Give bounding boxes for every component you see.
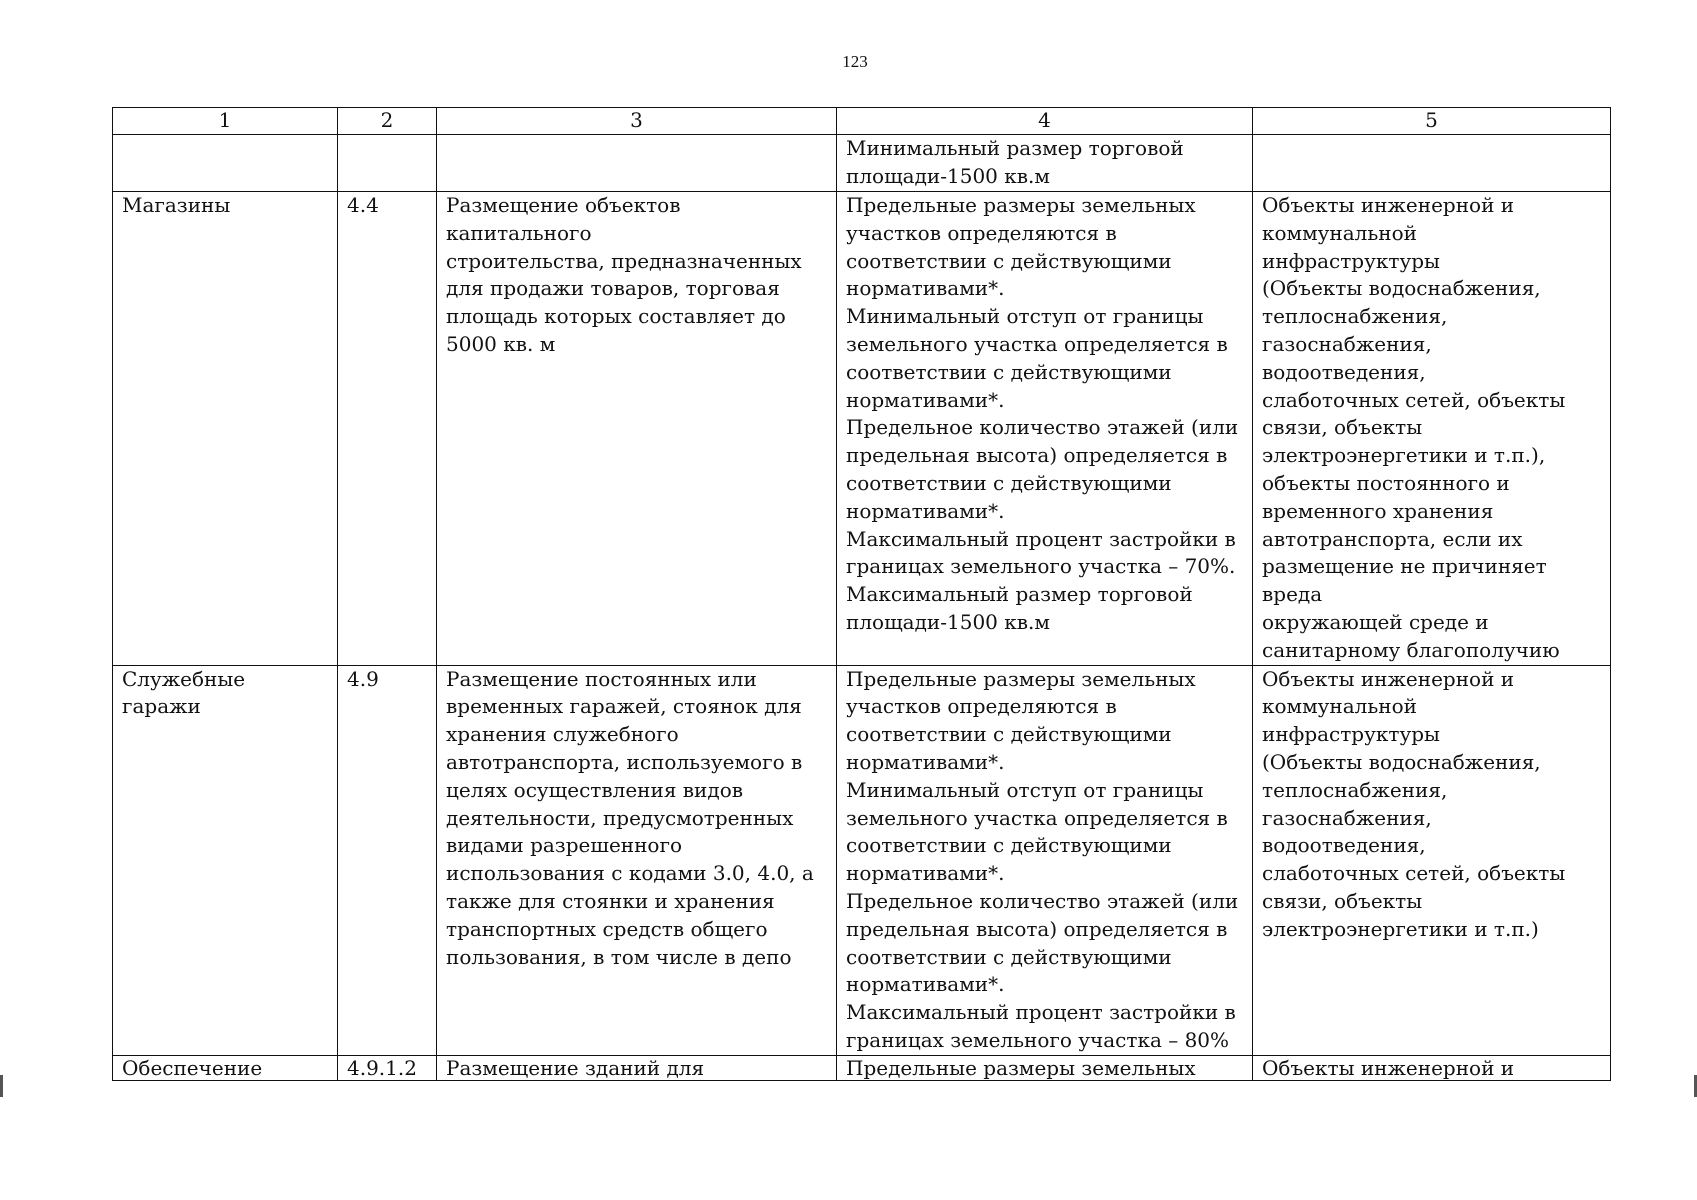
description-cell <box>437 1055 837 1080</box>
parameters-cell <box>837 192 1253 666</box>
use-type-cell <box>113 1055 338 1080</box>
table-row <box>113 665 1611 1055</box>
code-text: 4.4 <box>347 193 379 217</box>
auxiliary-uses-text: Объекты инженерной и <box>1262 1055 1515 1080</box>
parameters-text: Предельные размеры земельных участков определяются в соответствии с действующими нормативами*. Минимальный отступ от границы земельного участка определяется в соответствии с действующими нормативами*. Предельное количество этажей (или предельная высота) определяется в соответствии с действующими нормативами*. Максимальный процент застройки в границах земельного участка – 80% <box>846 666 1239 1052</box>
use-type-cell <box>113 665 338 1055</box>
use-type-text: Обеспечение <box>122 1055 263 1080</box>
auxiliary-uses-text: Объекты инженерной и коммунальной инфраструктуры (Объекты водоснабжения, теплоснабжения, газоснабжения, водоотведения, слаботочных сетей, объекты связи, объекты электроэнергетики и т.п.), объекты постоянного и временного хранения автотранспорта, если их размещение не причиняет вреда окружающей среде и санитарному благополучию <box>1262 193 1566 662</box>
land-use-table <box>112 107 1611 1081</box>
code-text: 4.9.1.2 <box>347 1055 417 1080</box>
description-cell <box>437 192 837 666</box>
use-type-text: Магазины <box>122 193 231 217</box>
auxiliary-uses-cell <box>1253 192 1611 666</box>
use-type-cell <box>113 192 338 666</box>
code-cell <box>338 192 437 666</box>
parameters-text: Предельные размеры земельных участков определяются в соответствии с действующими нормативами*. Минимальный отступ от границы земельного участка определяется в соответствии с действующими нормативами*. Предельное количество этажей (или предельная высота) определяется в соответствии с действующими нормативами*. Максимальный процент застройки в границах земельного участка – 70%. Максимальный размер торговой площади-1500 кв.м <box>846 193 1239 634</box>
parameters-cell <box>837 1055 1253 1080</box>
parameters-cell <box>837 665 1253 1055</box>
use-type-text: Служебные гаражи <box>122 666 246 719</box>
auxiliary-uses-text: Объекты инженерной и коммунальной инфраструктуры (Объекты водоснабжения, теплоснабжения, газоснабжения, водоотведения, слаботочных сетей, объекты связи, объекты электроэнергетики и т.п.) <box>1262 666 1566 941</box>
auxiliary-uses-cell <box>1253 665 1611 1055</box>
column-header-1: 1 <box>113 108 338 135</box>
description-cell <box>437 665 837 1055</box>
code-text: 4.9 <box>347 666 379 691</box>
parameters-text: Минимальный размер торговой площади-1500 кв.м <box>846 136 1184 188</box>
column-header-2: 2 <box>338 108 437 135</box>
page-number: 123 <box>842 52 868 71</box>
column-header-4: 4 <box>837 108 1253 135</box>
table-row <box>113 135 1611 192</box>
parameters-cell <box>837 135 1253 192</box>
auxiliary-uses-cell <box>1253 135 1611 192</box>
description-text: Размещение постоянных или временных гаражей, стоянок для хранения служебного автотранспорта, используемого в целях осуществления видов деятельности, предусмотренных видами разрешенного использования с кодами 3.0, 4.0, а также для стоянки и хранения транспортных средств общего пользования, в том числе в депо <box>446 666 814 969</box>
auxiliary-uses-cell <box>1253 1055 1611 1080</box>
description-text: Размещение объектов капитального строительства, предназначенных для продажи товаров, торговая площадь которых составляет до 5000 кв. м <box>446 193 802 356</box>
code-cell <box>338 1055 437 1080</box>
table-header-row <box>113 108 1611 135</box>
description-text: Размещение зданий для <box>446 1055 705 1080</box>
use-type-cell <box>113 135 338 192</box>
parameters-text: Предельные размеры земельных <box>846 1055 1196 1080</box>
table-row <box>113 1055 1611 1080</box>
code-cell <box>338 135 437 192</box>
column-header-3: 3 <box>437 108 837 135</box>
scan-edge-mark-left <box>0 1075 3 1097</box>
description-cell <box>437 135 837 192</box>
table-row <box>113 192 1611 666</box>
code-cell <box>338 665 437 1055</box>
column-header-5: 5 <box>1253 108 1611 135</box>
